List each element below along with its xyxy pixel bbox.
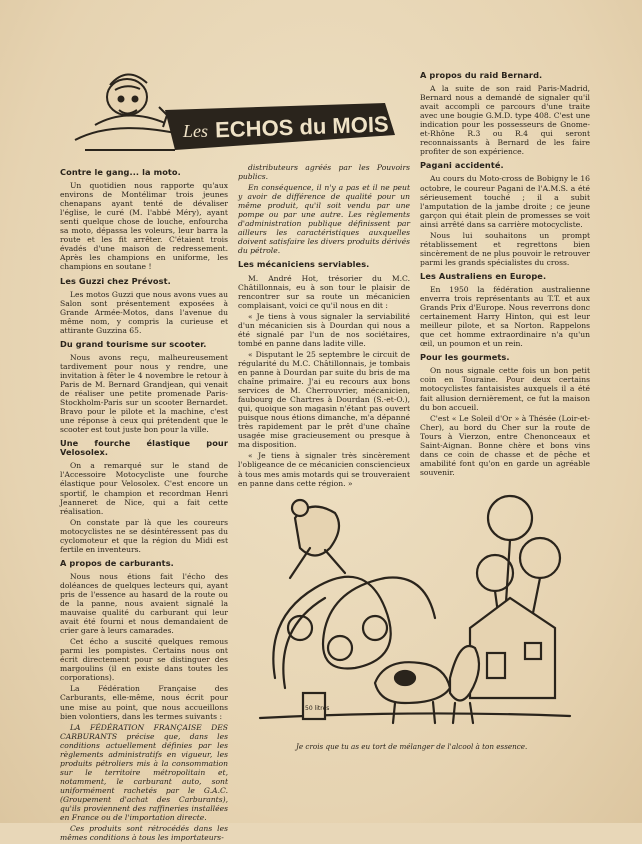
article-paragraph: Cet écho a suscité quelques remous parmi les pompistes. Certains nous ont écrit directement pour se distinguer des margoulins (il en existe dans toutes les corporations).: [60, 637, 228, 683]
article-paragraph: Un quotidien nous rapporte qu'aux environs de Montélimar trois jeunes chenapans ayant tenté de dévaliser l'église, le curé (M. l'abbé Méry), ayant senti quelque chose de louche, enfourcha sa moto, dépassa les voleurs, leur barra la route et les fit arrêter. C'étaient trois évadés d'une maison de redressement. Après les champions en uniforme, les champions en soutane !: [60, 181, 228, 272]
bidon-label: 50 litres: [305, 705, 330, 712]
article-paragraph: On a remarqué sur le stand de l'Accessoire Motocycliste une fourche élastique pour Velosolex. C'est encore un sportif, le champion et recordman Henri Jeanneret de Nice, qui a fait cette réalisation.: [60, 461, 228, 516]
article-quote-paragraph: LA FÉDÉRATION FRANÇAISE DES CARBURANTS précise que, dans les conditions actuellement définies par les règlements administratifs en vigueur, les produits pétroliers mis à la consommation sur le territoire métropolitain et, notamment, le carburant auto, sont uniformément rachetés par le G.A.C. (Groupement d'achat des Carburants), qu'ils proviennent des raffineries installées en France ou de l'importation directe.: [60, 722, 228, 823]
article-paragraph: Nous lui souhaitons un prompt rétablissement et regrettons bien sincèrement de ne plus pouvoir le retrouver parmi les grands spécialistes du cross.: [420, 230, 590, 267]
article-paragraph: « Je tiens à signaler très sincèrement l'obligeance de ce mécanicien consciencieux à tous mes amis motards qui se trouveraient en panne dans cette région. »: [238, 451, 410, 488]
article-heading: Pour les gourmets.: [420, 352, 510, 363]
article-paragraph: « Je tiens à vous signaler la serviabilité d'un mécanicien sis à Dourdan qui nous a été signalé par l'un de nos sociétaires, tombé en panne dans ladite ville.: [238, 311, 410, 348]
article-heading: Pagani accidenté.: [420, 160, 504, 171]
article-paragraph: A la suite de son raid Paris-Madrid, Bernard nous a demandé de signaler qu'il avait accompli ce parcours d'une traite avec une bougie G.M.D. type 408. C'est une indication pour les possesseurs de Gnome-et-Rhône R.3 ou R.4 qui seront reconnaissants à Bernard de les faire profiter de son expérience.: [420, 84, 590, 157]
article-quote-paragraph: Ces produits sont rétrocédés dans les mêmes conditions à tous les importateurs-: [60, 824, 228, 843]
article-heading: Les Guzzi chez Prévost.: [60, 275, 171, 286]
column-2: [238, 163, 410, 490]
article-heading: Contre le gang... la moto.: [60, 167, 181, 177]
article-quote-paragraph: En conséquence, il n'y a pas et il ne peut y avoir de différence de qualité pour un même produit, qu'il soit vendu par une pompe ou par une autre. Les règlements d'administration publique définissent par ailleurs les caractéristiques auxquelles doivent satisfaire les divers produits dérivés du pétrole.: [238, 183, 410, 256]
article-paragraph: Au cours du Moto-cross de Bobigny le 16 octobre, le coureur Pagani de l'A.M.S. a été sérieusement touché ; il a subit l'amputation de la jambe droite ; ce jeune garçon qui était plein de promesses se voit ainsi arrêté dans sa carrière motocycliste.: [420, 174, 590, 229]
article-heading: Une fourche élastique pour Velosolex.: [60, 438, 228, 458]
cartoon-illustration: [255, 478, 575, 738]
article-heading: A propos du raid Bernard.: [420, 70, 543, 80]
article-paragraph: M. André Hot, trésorier du M.C. Châtillonnais, eu à son tour le plaisir de rencontrer sur sa route un mécanicien complaisant, voici ce qu'il nous en dit :: [238, 273, 410, 310]
article-paragraph: C'est « Le Soleil d'Or » à Thésée (Loir-et-Cher), au bord du Cher sur la route de Tours à Vierzon, entre Chenonceaux et Saint-Aignan. Bonne chère et bons vins dans ce coin de chasse et de pêche et amabilité font qu'on en garde un agréable souvenir.: [420, 413, 590, 477]
article-heading: Les mécaniciens serviables.: [238, 259, 370, 270]
column-1: [60, 163, 228, 844]
article-paragraph: La Fédération Française des Carburants, elle-même, nous écrit pour une mise au point, que nous accueillons bien volontiers, dans les termes suivants :: [60, 684, 228, 721]
article-paragraph: Les motos Guzzi que nous avons vues au Salon sont présentement exposées à Grande Armée-Motos, dans l'avenue du même nom, y compris la curieuse et attirante Guzzina 65.: [60, 289, 228, 335]
article-paragraph: Nous nous étions fait l'écho des doléances de quelques lecteurs qui, ayant pris de l'essence au hasard de la route ou de la panne, nous avaient signalé la mauvaise qualité du carburant qui leur avait été fourni et nous demandaient de crier gare à leurs camarades.: [60, 571, 228, 636]
article-paragraph: Nous avons reçu, malheureusement tardivement pour nous y rendre, une invitation à fêter le 4 novembre le retour à Paris de M. Bernard Grandjean, qui venait de réaliser une petite promenade Paris-Stockholm-Paris sur un scooter Bernardet. Bravo pour le pilote et la machine, c'est une réponse à ceux qui prétendent que le scooter est tout juste bon pour la ville.: [60, 352, 228, 435]
column-3: [420, 66, 590, 479]
masthead-title: ECHOS du MOIS: [214, 111, 390, 143]
masthead-les: Les: [183, 121, 209, 141]
masthead-logo: [55, 55, 405, 160]
article-heading: Les Australiens en Europe.: [420, 270, 547, 281]
article-paragraph: « Disputant le 25 septembre le circuit de régularité du M.C. Châtillonnais, je tombais en panne à Dourdan par suite du bris de ma chaîne primaire. J'ai eu recours aux bons services de M. Cherrouvrier, mécanicien, faubourg de Chartres à Dourdan (S.-et-O.), qui, quoique son magasin n'étant pas ouvert puisque nous étions dimanche, m'a dépanné très rapidement par le prêt d'une chaîne usagée mise gracieusement ou presque à ma disposition.: [238, 349, 410, 450]
article-quote-paragraph: distributeurs agréés par les Pouvoirs publics.: [238, 163, 410, 182]
article-heading: Du grand tourisme sur scooter.: [60, 338, 207, 349]
article-paragraph: On constate par là que les coureurs motocyclistes ne se désintéressent pas du cyclomoteur et que la région du Midi est fertile en inventeurs.: [60, 517, 228, 554]
cartoon-caption: Je crois que tu as eu tort de mélanger de l'alcool à ton essence.: [296, 742, 528, 751]
article-paragraph: En 1950 la fédération australienne enverra trois représentants au T.T. et aux Grands Prix d'Europe. Nous reverrons donc certainement Harry Hinton, qui est leur meilleur pilote, et sa Norton. Rappelons que cet homme extraordinaire n'a qu'un œil, un poumon et un rein.: [420, 284, 590, 349]
article-heading: A propos de carburants.: [60, 557, 174, 568]
article-paragraph: On nous signale cette fois un bon petit coin en Touraine. Pour deux certains motocyclistes fantaisistes auxquels il a été fait allusion dernièrement, ce fut la maison du bon accueil.: [420, 366, 590, 412]
